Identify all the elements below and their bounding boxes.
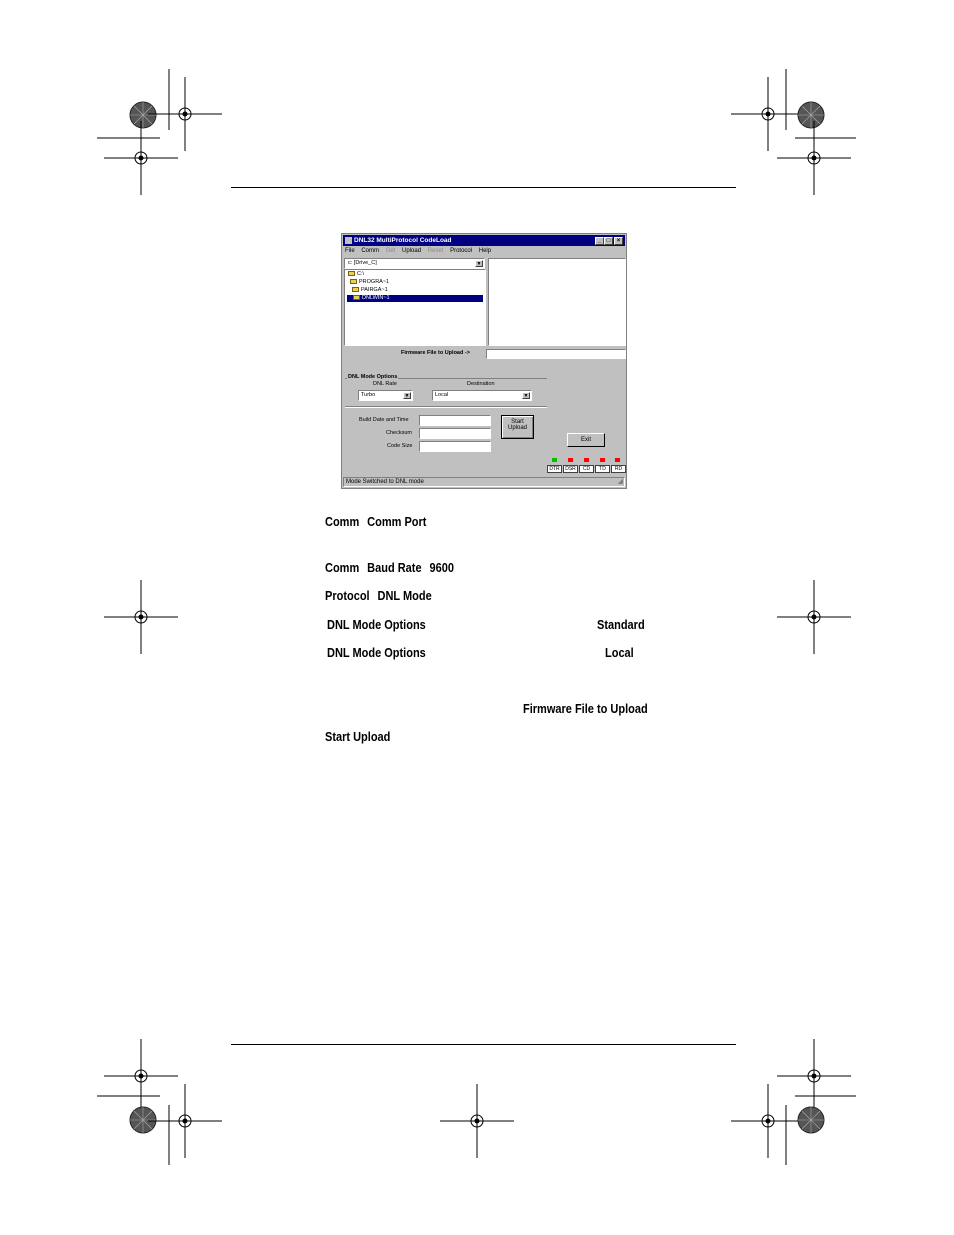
destination-select[interactable] [432, 390, 532, 401]
dnl-mode-options-label: DNL Mode Options [348, 374, 398, 380]
menu-comm[interactable]: Comm [361, 248, 380, 254]
build-date-label: Build Date and Time [359, 417, 409, 423]
chevron-down-icon[interactable]: ▼ [404, 393, 410, 399]
resize-grip-icon[interactable]: ◢ [617, 478, 623, 485]
window-title: DNL32 MultiProtocol CodeLoad [354, 237, 452, 244]
folder-icon [352, 287, 359, 292]
exit-label: Exit [580, 437, 591, 443]
step-local: Local [605, 646, 634, 660]
exit-button[interactable] [567, 433, 605, 447]
code-size-field [419, 441, 491, 452]
start-upload-button[interactable] [501, 415, 534, 439]
menu-reset[interactable]: Reset [427, 248, 444, 254]
folder-icon [348, 271, 355, 276]
group-divider [345, 406, 547, 408]
step-dnl-options-dest: DNL Mode Options [327, 646, 426, 660]
folder-tree[interactable] [344, 269, 486, 346]
step-baud-rate: Comm Baud Rate 9600 [325, 561, 454, 575]
led-td [600, 458, 605, 462]
destination-label: Destination [467, 381, 495, 387]
code-size-label: Code Size [387, 443, 413, 449]
tree-item-programs[interactable]: PROGRA~1 [350, 279, 389, 286]
step-firmware-file: Firmware File to Upload [523, 702, 648, 716]
checksum-label: Checksum [386, 430, 412, 436]
tree-item-pairgain[interactable]: PAIRGA~1 [352, 287, 388, 294]
step-dnl-options-rate: DNL Mode Options [327, 618, 426, 632]
drive-select[interactable] [344, 258, 485, 269]
step-start-upload: Start Upload [325, 730, 391, 744]
led-dsr [568, 458, 573, 462]
build-date-field [419, 415, 491, 426]
close-button[interactable]: × [614, 237, 623, 245]
folder-icon [350, 279, 357, 284]
step-standard: Standard [597, 618, 645, 632]
led-rd [615, 458, 620, 462]
tree-item-root[interactable]: C:\ [348, 271, 364, 278]
status-bar [343, 477, 625, 487]
menu-bar [345, 248, 496, 254]
title-bar [343, 235, 625, 246]
checksum-field [419, 428, 491, 439]
tree-item-dnlwin[interactable]: DNLWIN~1 [347, 295, 483, 302]
chevron-down-icon[interactable]: ▼ [476, 261, 482, 267]
led-label-dtr: DTR [547, 465, 562, 473]
file-list[interactable] [488, 258, 626, 346]
led-cd [584, 458, 589, 462]
menu-help[interactable]: Help [478, 248, 492, 254]
minimize-button[interactable]: _ [595, 237, 604, 245]
folder-open-icon [353, 295, 360, 300]
start-upload-line2: Upload [507, 425, 527, 431]
led-label-dsr: DSR [563, 465, 578, 473]
status-text: Mode Switched to DNL mode [346, 479, 424, 485]
dnl-rate-select[interactable] [358, 390, 413, 401]
led-label-td: TD [595, 465, 610, 473]
menu-upload[interactable]: Upload [402, 248, 422, 254]
led-label-cd: CD [579, 465, 594, 473]
dnl-rate-label: DNL Rate [373, 381, 397, 387]
firmware-file-input[interactable] [486, 349, 626, 359]
maximize-button[interactable]: □ [604, 237, 613, 245]
menu-protocol[interactable]: Protocol [450, 248, 473, 254]
start-upload-line1: Start [511, 419, 524, 425]
dnl32-window [341, 233, 627, 489]
app-icon [345, 237, 352, 244]
led-dtr [552, 458, 557, 462]
firmware-file-label: Firmware File to Upload -> [401, 350, 470, 356]
step-comm-port: Comm Comm Port [325, 515, 427, 529]
menu-file[interactable]: File [345, 248, 355, 254]
chevron-down-icon[interactable]: ▼ [523, 393, 529, 399]
drive-value: c: [Drive_C] [348, 260, 377, 266]
dnl-rate-value: Turbo [361, 392, 376, 398]
menu-get[interactable]: Get [385, 248, 396, 254]
step-dnl-mode: Protocol DNL Mode [325, 589, 432, 603]
destination-value: Local [435, 392, 449, 398]
led-label-rd: RD [611, 465, 626, 473]
